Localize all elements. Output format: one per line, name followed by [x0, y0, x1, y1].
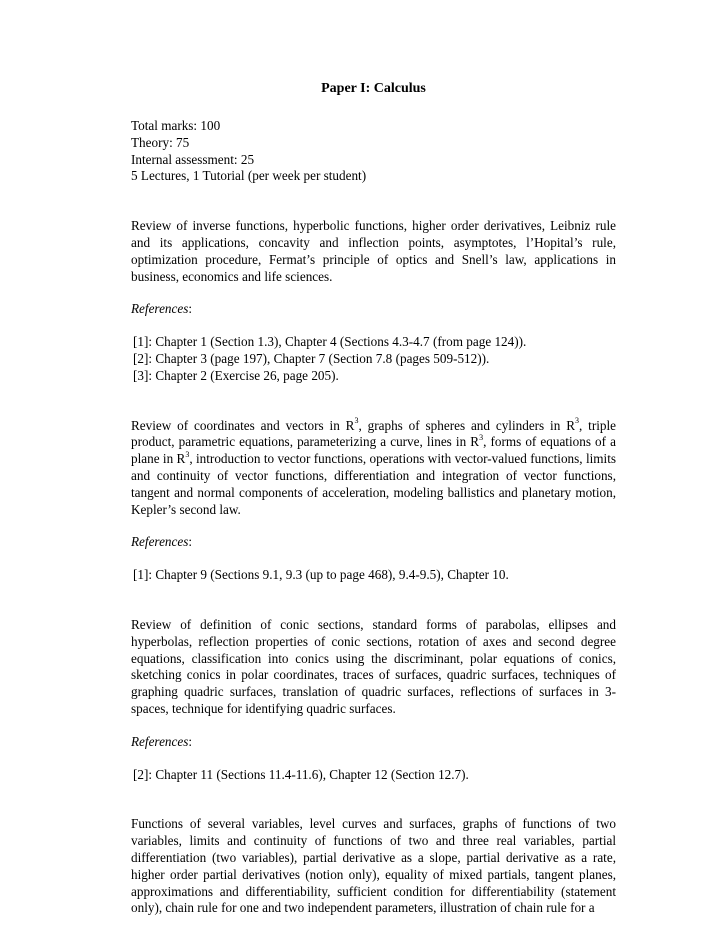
document-page: [131, 80, 616, 917]
unit-1-description: Review of inverse functions, hyperbolic functions, higher order derivatives, Leibniz rule and its applications, concavity and inflection points, asymptotes, l’Hopital’s rule, optimization procedure, Fermat’s principle of optics and Snell’s law, applications in business, economics and life sciences.: [131, 218, 616, 284]
reference-item: [2]: Chapter 3 (page 197), Chapter 7 (Section 7.8 (pages 509-512)).: [133, 350, 490, 366]
reference-item: [2]: Chapter 11 (Sections 11.4-11.6), Chapter 12 (Section 12.7).: [133, 766, 469, 782]
unit-2-text-part: , triple product, parametric equations, parameterizing a curve, lines in R: [131, 417, 616, 450]
unit-2-description: [131, 418, 616, 519]
unit-3-reference-list: [131, 767, 616, 784]
unit-2-references-heading: [131, 534, 616, 551]
unit-1-reference-list: [131, 334, 616, 384]
unit-3-references-heading: [131, 734, 616, 751]
lecture-schedule: 5 Lectures, 1 Tutorial (per week per student): [131, 168, 367, 184]
references-label: References: [131, 301, 189, 317]
internal-assessment: Internal assessment: 25: [131, 151, 255, 167]
references-colon: :: [188, 301, 193, 317]
reference-item: [1]: Chapter 9 (Sections 9.1, 9.3 (up to page 468), 9.4-9.5), Chapter 10.: [133, 567, 509, 583]
unit-2-text-part: , graphs of spheres and cylinders in R: [358, 417, 575, 433]
references-colon: :: [188, 534, 193, 550]
unit-2-text-part: , introduction to vector functions, operations with vector-valued functions, limits and continuity of vector functions, differentiation and integration of vector functions, tangent and normal components of acceleration, modeling ballistics and planetary motion, Kepler’s second law.: [131, 451, 616, 517]
course-meta: [131, 118, 616, 185]
references-label: References: [131, 733, 189, 749]
superscript: 3: [479, 432, 484, 442]
total-marks: Total marks: 100: [131, 118, 221, 133]
superscript: 3: [354, 416, 359, 426]
unit-2-text-part: Review of coordinates and vectors in R: [131, 417, 355, 433]
theory-marks: Theory: 75: [131, 134, 190, 150]
superscript: 3: [575, 416, 579, 426]
reference-item: [3]: Chapter 2 (Exercise 26, page 205).: [133, 367, 339, 383]
superscript: 3: [185, 449, 190, 459]
unit-3-description: Review of definition of conic sections, standard forms of parabolas, ellipses and hyperbolas, reflection properties of conic sections, rotation of axes and second degree equations, classification into conics using the discriminant, polar equations of conics, sketching conics in polar coordinates, traces of surfaces, quadric surfaces, techniques of graphing quadric surfaces, translation of quadric surfaces, reflections of surfaces in 3-spaces, technique for identifying quadric surfaces.: [131, 616, 616, 716]
unit-2-reference-list: [131, 567, 616, 584]
reference-item: [1]: Chapter 1 (Section 1.3), Chapter 4 (Sections 4.3-4.7 (from page 124)).: [133, 334, 527, 350]
page-title: Paper I: Calculus: [321, 81, 426, 96]
references-label: References: [131, 534, 189, 550]
references-colon: :: [188, 733, 193, 749]
unit-4-description: Functions of several variables, level curves and surfaces, graphs of functions of two variables, limits and continuity of functions of two and three real variables, partial differentiation (two variables), partial derivative as a slope, partial derivative as a rate, higher order partial derivatives (notion only), equality of mixed partials, tangent planes, approximations and differentiability, sufficient condition for differentiability (statement only), chain rule for one and two independent parameters, illustration of chain rule for a: [131, 816, 616, 916]
unit-1-references-heading: [131, 301, 616, 318]
unit-2-text-part: , forms of equations of a plane in R: [131, 434, 616, 467]
